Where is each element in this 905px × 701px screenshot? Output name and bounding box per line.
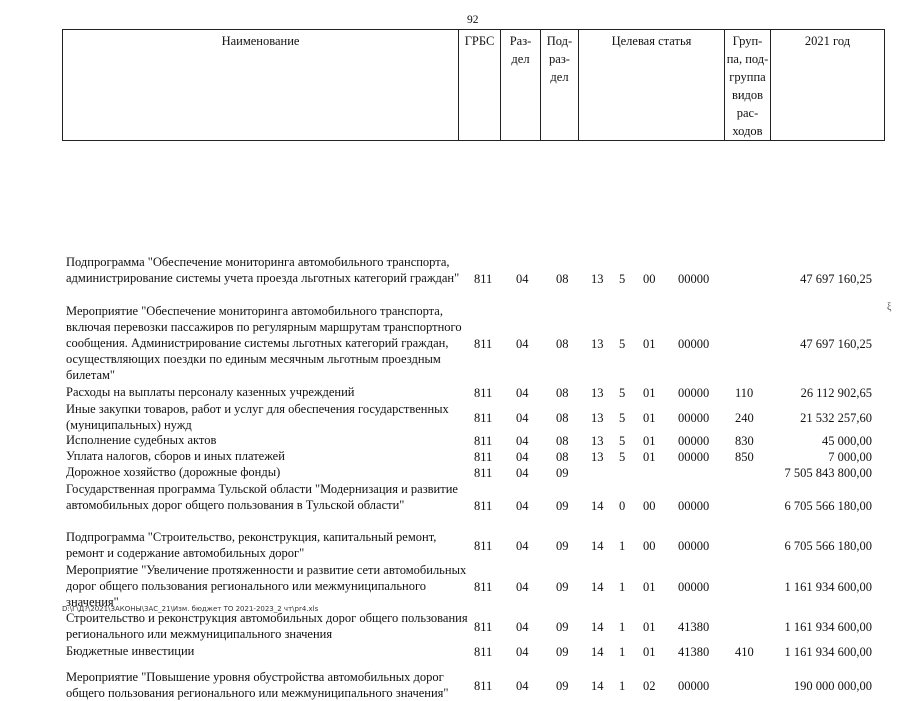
cell-grbs: 811	[474, 434, 493, 448]
cell-pr: 08	[556, 450, 569, 464]
header-podrazdel: Под- раз- дел	[541, 30, 579, 140]
row-name: Подпрограмма "Строительство, реконструкция, капитальный ремонт, ремонт и содержание автомобильных дорог"	[66, 530, 437, 560]
cell-c4: 00000	[678, 434, 710, 448]
cell-rz: 04	[516, 411, 529, 425]
cell-c4: 00000	[678, 679, 710, 693]
cell-c2: 5	[619, 434, 626, 448]
cell-rz: 04	[516, 539, 529, 553]
cell-amount: 7 000,00	[828, 450, 872, 464]
cell-c4: 00000	[678, 450, 710, 464]
cell-c1: 13	[591, 337, 604, 351]
cell-c4: 00000	[678, 580, 710, 594]
cell-vr: 110	[735, 386, 754, 400]
cell-pr: 09	[556, 539, 569, 553]
cell-grbs: 811	[474, 272, 493, 286]
cell-pr: 08	[556, 411, 569, 425]
cell-c3: 00	[643, 539, 656, 553]
cell-c2: 1	[619, 580, 626, 594]
cell-c3: 01	[643, 580, 656, 594]
cell-amount: 47 697 160,25	[800, 272, 872, 286]
cell-pr: 09	[556, 679, 569, 693]
cell-amount: 1 161 934 600,00	[784, 645, 872, 659]
cell-pr: 08	[556, 272, 569, 286]
cell-c4: 00000	[678, 499, 710, 513]
row-name: Мероприятие "Повышение уровня обустройства автомобильных дорог общего пользования регионального или межмуниципального значения"	[66, 670, 449, 700]
cell-c3: 00	[643, 499, 656, 513]
cell-c2: 1	[619, 679, 626, 693]
cell-c1: 14	[591, 499, 604, 513]
cell-c1: 13	[591, 386, 604, 400]
cell-grbs: 811	[474, 539, 493, 553]
footer-path: D:\Г\Д?\2021\ЗАКОНЫ\ЗАС_21\Изм. бюджет ТО 2021-2023_2 чт\pr4.xls	[62, 605, 319, 613]
cell-amount: 6 705 566 180,00	[784, 499, 872, 513]
cell-c4: 41380	[678, 620, 710, 634]
row-name: Мероприятие "Увеличение протяженности и развитие сети автомобильных дорог общего пользования регионального или межмуниципального значения"	[66, 563, 467, 609]
cell-c4: 00000	[678, 539, 710, 553]
row-name: Подпрограмма "Обеспечение мониторинга автомобильного транспорта, администрирование системы учета проезда льготных категорий граждан"	[66, 255, 460, 285]
cell-c1: 13	[591, 434, 604, 448]
header-name: Наименование	[63, 30, 459, 140]
row-name: Расходы на выплаты персоналу казенных учреждений	[66, 385, 355, 399]
cell-amount: 47 697 160,25	[800, 337, 872, 351]
cell-amount: 190 000 000,00	[793, 679, 872, 693]
cell-rz: 04	[516, 450, 529, 464]
cell-c1: 13	[591, 450, 604, 464]
row-name: Иные закупки товаров, работ и услуг для обеспечения государственных (муниципальных) нужд	[66, 402, 449, 432]
cell-pr: 08	[556, 337, 569, 351]
cell-pr: 09	[556, 466, 569, 480]
cell-c2: 1	[619, 645, 626, 659]
cell-c4: 00000	[678, 386, 710, 400]
cell-grbs: 811	[474, 411, 493, 425]
cell-c3: 01	[643, 645, 656, 659]
cell-c1: 13	[591, 411, 604, 425]
cell-c3: 00	[643, 272, 656, 286]
cell-grbs: 811	[474, 499, 493, 513]
cell-pr: 09	[556, 645, 569, 659]
cell-rz: 04	[516, 620, 529, 634]
cell-grbs: 811	[474, 337, 493, 351]
header-gruppa: Груп- па, под- группа видов рас- ходов	[725, 30, 771, 140]
cell-grbs: 811	[474, 679, 493, 693]
cell-c3: 01	[643, 434, 656, 448]
cell-amount: 26 112 902,65	[800, 386, 872, 400]
cell-pr: 08	[556, 434, 569, 448]
header-celevaya: Целевая статья	[579, 30, 725, 140]
header-razdel: Раз- дел	[501, 30, 541, 140]
margin-mark: ξ	[887, 302, 892, 313]
cell-c1: 14	[591, 620, 604, 634]
row-name: Исполнение судебных актов	[66, 433, 217, 447]
cell-pr: 09	[556, 580, 569, 594]
cell-rz: 04	[516, 679, 529, 693]
cell-rz: 04	[516, 434, 529, 448]
cell-c2: 5	[619, 272, 626, 286]
cell-c2: 5	[619, 450, 626, 464]
cell-c3: 01	[643, 386, 656, 400]
table-header	[62, 29, 885, 141]
cell-c1: 13	[591, 272, 604, 286]
cell-c1: 14	[591, 580, 604, 594]
cell-c4: 00000	[678, 272, 710, 286]
cell-c1: 14	[591, 679, 604, 693]
cell-pr: 08	[556, 386, 569, 400]
header-year: 2021 год	[804, 34, 851, 48]
header-grbs: ГРБС	[459, 30, 501, 140]
cell-amount: 6 705 566 180,00	[784, 539, 872, 553]
cell-rz: 04	[516, 499, 529, 513]
cell-grbs: 811	[474, 466, 493, 480]
cell-amount: 1 161 934 600,00	[784, 580, 872, 594]
cell-rz: 04	[516, 580, 529, 594]
cell-amount: 7 505 843 800,00	[784, 466, 872, 480]
cell-grbs: 811	[474, 450, 493, 464]
cell-c4: 41380	[678, 645, 710, 659]
cell-c2: 1	[619, 620, 626, 634]
cell-vr: 410	[735, 645, 754, 659]
cell-c3: 02	[643, 679, 656, 693]
cell-rz: 04	[516, 337, 529, 351]
cell-rz: 04	[516, 386, 529, 400]
cell-c2: 5	[619, 337, 626, 351]
row-name: Строительство и реконструкция автомобильных дорог общего пользования регионального или межмуниципального значения	[66, 611, 468, 641]
cell-pr: 09	[556, 499, 569, 513]
cell-grbs: 811	[474, 386, 493, 400]
cell-grbs: 811	[474, 620, 493, 634]
cell-c2: 1	[619, 539, 626, 553]
cell-rz: 04	[516, 466, 529, 480]
cell-c3: 01	[643, 411, 656, 425]
cell-amount: 21 532 257,60	[800, 411, 872, 425]
cell-c1: 14	[591, 539, 604, 553]
cell-pr: 09	[556, 620, 569, 634]
cell-amount: 1 161 934 600,00	[784, 620, 872, 634]
row-name: Дорожное хозяйство (дорожные фонды)	[66, 465, 281, 479]
cell-vr: 830	[735, 434, 754, 448]
cell-rz: 04	[516, 272, 529, 286]
cell-c3: 01	[643, 337, 656, 351]
cell-vr: 850	[735, 450, 754, 464]
cell-c1: 14	[591, 645, 604, 659]
cell-c3: 01	[643, 450, 656, 464]
cell-c4: 00000	[678, 411, 710, 425]
cell-amount: 45 000,00	[822, 434, 872, 448]
cell-c2: 5	[619, 411, 626, 425]
page-number: 92	[467, 14, 479, 26]
row-name: Государственная программа Тульской области "Модернизация и развитие автомобильных дорог общего пользования в Тульской области"	[66, 482, 458, 512]
cell-rz: 04	[516, 645, 529, 659]
cell-c2: 0	[619, 499, 626, 513]
row-name: Уплата налогов, сборов и иных платежей	[66, 449, 285, 463]
row-name: Бюджетные инвестиции	[66, 644, 195, 658]
cell-c2: 5	[619, 386, 626, 400]
cell-c4: 00000	[678, 337, 710, 351]
cell-grbs: 811	[474, 645, 493, 659]
cell-grbs: 811	[474, 580, 493, 594]
row-name: Мероприятие "Обеспечение мониторинга автомобильного транспорта, включая перевозки пассажиров по регулярным маршрутам транспортного сообщения. Администрирование системы льготных категорий граждан, осуществляющих поездки по единым месячным льготным проездным билетам"	[66, 304, 462, 382]
cell-c3: 01	[643, 620, 656, 634]
cell-vr: 240	[735, 411, 754, 425]
